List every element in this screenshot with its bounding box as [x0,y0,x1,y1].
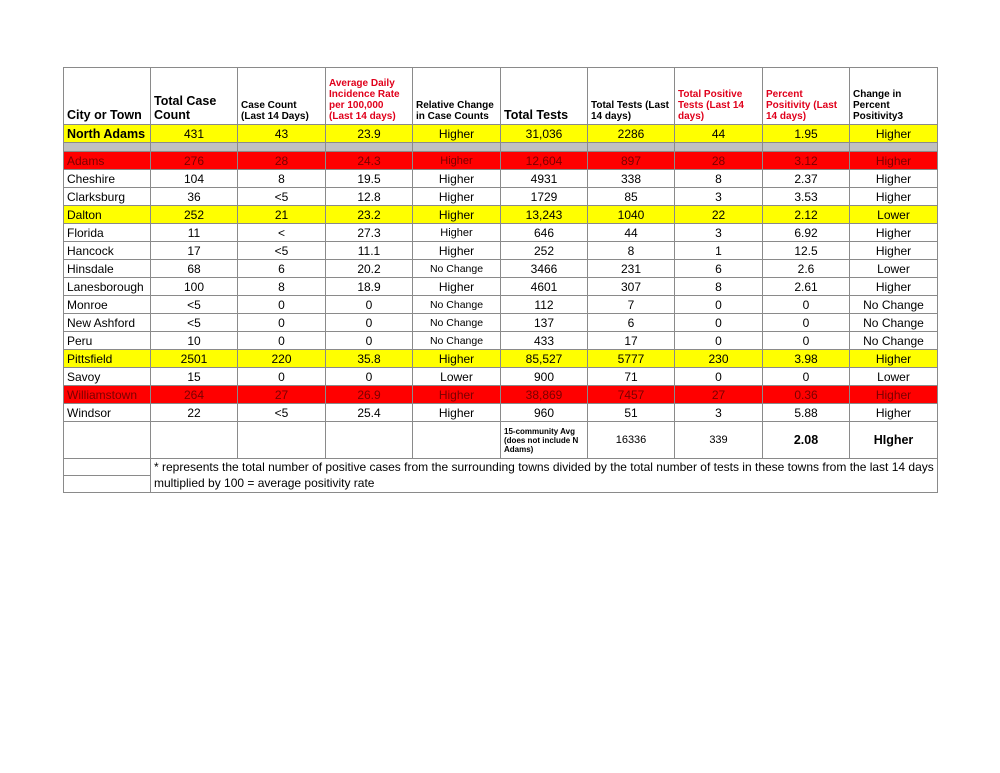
table-cell: 104 [151,170,238,188]
table-cell: 431 [151,125,238,143]
table-cell: 0 [326,368,413,386]
table-cell: 12,604 [501,152,588,170]
table-cell: 0.36 [763,386,850,404]
table-cell: 21 [238,206,326,224]
table-cell: 35.8 [326,350,413,368]
table-row [64,224,938,242]
table-row [64,296,938,314]
table-cell: 100 [151,278,238,296]
table-row [64,314,938,332]
table-cell: 0 [238,314,326,332]
table-cell: No Change [413,332,501,350]
footnote-text: * represents the total number of positive cases from the surrounding towns divided by the total number of tests in these towns from the last 14 days multiplied by 100 = average positivity rate [151,459,938,493]
table-cell: 23.9 [326,125,413,143]
header-case-count-14: Case Count (Last 14 Days) [238,68,326,125]
table-cell: 23.2 [326,206,413,224]
table-cell: 0 [238,332,326,350]
table-cell: 307 [588,278,675,296]
table-cell: 0 [238,368,326,386]
header-relative-change: Relative Change in Case Counts [413,68,501,125]
table-cell: 960 [501,404,588,422]
table-row [64,152,938,170]
footnote-empty-cell [64,476,151,493]
table-row [64,350,938,368]
table-cell: 17 [588,332,675,350]
table-cell: Higher [413,125,501,143]
table-cell: Higher [850,404,938,422]
table-cell: 12.8 [326,188,413,206]
table-cell: 24.3 [326,152,413,170]
town-name-cell: Monroe [64,296,151,314]
table-cell: 22 [151,404,238,422]
table-cell: Higher [413,170,501,188]
table-cell: Higher [413,386,501,404]
table-cell: <5 [238,188,326,206]
table-cell: Higher [413,188,501,206]
table-cell: 4601 [501,278,588,296]
table-cell: Higher [850,125,938,143]
table-cell: < [238,224,326,242]
table-row [64,206,938,224]
table-cell: No Change [850,314,938,332]
table-cell: Higher [850,278,938,296]
table-cell: 6 [238,260,326,278]
town-name-cell [64,143,151,152]
table-cell: 276 [151,152,238,170]
table-cell: Higher [850,152,938,170]
table-cell [675,143,763,152]
table-cell: Higher [413,242,501,260]
table-cell: Higher [850,242,938,260]
table-cell [413,143,501,152]
town-name-cell: Williamstown [64,386,151,404]
table-cell: 28 [675,152,763,170]
table-cell: 7457 [588,386,675,404]
table-cell: 1040 [588,206,675,224]
table-cell: 5.88 [763,404,850,422]
footnote-row [64,459,938,476]
table-cell: 6 [588,314,675,332]
table-cell: 6.92 [763,224,850,242]
table-cell: 31,036 [501,125,588,143]
table-cell: 12.5 [763,242,850,260]
table-cell: Lower [850,260,938,278]
table-cell: 5777 [588,350,675,368]
table-cell [850,143,938,152]
table-row [64,242,938,260]
table-row [64,386,938,404]
average-empty-cell [326,422,413,459]
table-cell: Lower [850,368,938,386]
table-cell: 44 [675,125,763,143]
table-cell: 68 [151,260,238,278]
table-cell: 3 [675,188,763,206]
footnote-empty-cell [64,459,151,476]
table-cell: 17 [151,242,238,260]
town-name-cell: Pittsfield [64,350,151,368]
table-cell: No Change [413,260,501,278]
table-cell: 0 [326,296,413,314]
table-cell: 338 [588,170,675,188]
table-cell: 0 [675,314,763,332]
table-cell: 3.53 [763,188,850,206]
table-cell: <5 [151,314,238,332]
table-cell: 8 [238,170,326,188]
table-cell: No Change [413,314,501,332]
table-cell: 112 [501,296,588,314]
table-cell: 8 [675,170,763,188]
table-cell: 6 [675,260,763,278]
table-cell: 27 [238,386,326,404]
average-tests-14: 16336 [588,422,675,459]
table-cell: 18.9 [326,278,413,296]
average-empty-cell [238,422,326,459]
header-total-tests: Total Tests [501,68,588,125]
table-cell: 231 [588,260,675,278]
table-cell: 2286 [588,125,675,143]
table-cell: 0 [326,314,413,332]
town-name-cell: Windsor [64,404,151,422]
table-cell: 36 [151,188,238,206]
table-cell: 15 [151,368,238,386]
table-cell: 27.3 [326,224,413,242]
table-cell: 2.12 [763,206,850,224]
table-cell: 1729 [501,188,588,206]
table-cell: 0 [326,332,413,350]
table-cell: 7 [588,296,675,314]
table-cell [326,143,413,152]
table-cell: Higher [850,386,938,404]
table-row [64,368,938,386]
table-cell: 43 [238,125,326,143]
table-cell: 25.4 [326,404,413,422]
town-name-cell: Dalton [64,206,151,224]
table-cell: Higher [850,170,938,188]
town-name-cell: Clarksburg [64,188,151,206]
table-cell: Higher [413,350,501,368]
table-cell: 220 [238,350,326,368]
table-cell: <5 [238,242,326,260]
table-cell: 85 [588,188,675,206]
header-total-tests-14: Total Tests (Last 14 days) [588,68,675,125]
table-cell: 230 [675,350,763,368]
table-cell: Higher [413,206,501,224]
table-cell: 22 [675,206,763,224]
average-empty-cell [64,422,151,459]
table-row [64,278,938,296]
average-positive-14: 339 [675,422,763,459]
table-cell: Higher [413,152,501,170]
table-cell: 3466 [501,260,588,278]
covid-data-sheet [63,67,938,493]
table-cell: 3 [675,404,763,422]
table-cell [763,143,850,152]
table-cell: 646 [501,224,588,242]
table-cell: 2501 [151,350,238,368]
table-row [64,125,938,143]
table-cell: 0 [763,296,850,314]
table-row [64,188,938,206]
table-cell: 900 [501,368,588,386]
table-cell [501,143,588,152]
table-cell: No Change [850,332,938,350]
table-cell: 3 [675,224,763,242]
header-positive-tests-14: Total Positive Tests (Last 14 days) [675,68,763,125]
town-name-cell: Savoy [64,368,151,386]
table-cell: 1 [675,242,763,260]
header-row [64,68,938,125]
table-cell: Higher [850,350,938,368]
average-empty-cell [151,422,238,459]
table-cell: <5 [238,404,326,422]
table-cell: 8 [675,278,763,296]
table-cell: 27 [675,386,763,404]
town-name-cell: Hancock [64,242,151,260]
table-cell: 13,243 [501,206,588,224]
town-name-cell: Peru [64,332,151,350]
table-cell: 0 [763,368,850,386]
table-cell: No Change [413,296,501,314]
table-row [64,332,938,350]
town-name-cell: Hinsdale [64,260,151,278]
table-cell: 0 [675,296,763,314]
town-name-cell: New Ashford [64,314,151,332]
table-cell: <5 [151,296,238,314]
table-cell: 433 [501,332,588,350]
table-cell: 264 [151,386,238,404]
table-cell: 28 [238,152,326,170]
average-change: HIgher [850,422,938,459]
table-row [64,260,938,278]
table-cell: 1.95 [763,125,850,143]
header-percent-positivity: Percent Positivity (Last 14 days) [763,68,850,125]
table-cell: 0 [675,368,763,386]
table-cell: 51 [588,404,675,422]
town-name-cell: Lanesborough [64,278,151,296]
table-cell: 26.9 [326,386,413,404]
table-cell: 252 [151,206,238,224]
table-cell: Higher [413,404,501,422]
table-cell: Lower [850,206,938,224]
separator-row [64,143,938,152]
table-cell: 8 [588,242,675,260]
town-name-cell: Adams [64,152,151,170]
table-cell: 44 [588,224,675,242]
table-cell: 71 [588,368,675,386]
table-cell: Lower [413,368,501,386]
table-cell: 2.37 [763,170,850,188]
table-cell: 2.6 [763,260,850,278]
table-cell: 20.2 [326,260,413,278]
header-total-case-count: Total Case Count [151,68,238,125]
table-cell: 8 [238,278,326,296]
table-cell: 3.12 [763,152,850,170]
table-row [64,170,938,188]
table-cell: 10 [151,332,238,350]
table-cell: No Change [850,296,938,314]
average-positivity: 2.08 [763,422,850,459]
table-cell [588,143,675,152]
table-cell: 11 [151,224,238,242]
town-name-cell: North Adams [64,125,151,143]
table-cell: 2.61 [763,278,850,296]
header-incidence-rate: Average Daily Incidence Rate per 100,000 (Last 14 days) [326,68,413,125]
table-cell [151,143,238,152]
table-cell: Higher [850,224,938,242]
table-cell: 85,527 [501,350,588,368]
table-cell: 0 [763,332,850,350]
average-empty-cell [413,422,501,459]
table-cell: Higher [413,224,501,242]
average-row [64,422,938,459]
table-cell: 4931 [501,170,588,188]
table-cell [238,143,326,152]
table-cell: 252 [501,242,588,260]
header-city: City or Town [64,68,151,125]
average-label: 15-community Avg (does not include N Adams) [501,422,588,459]
table-cell: 0 [763,314,850,332]
table-cell: 38,869 [501,386,588,404]
table-row [64,404,938,422]
table-cell: 0 [238,296,326,314]
town-name-cell: Cheshire [64,170,151,188]
table-cell: 137 [501,314,588,332]
table-cell: Higher [413,278,501,296]
table-cell: 11.1 [326,242,413,260]
table-cell: 0 [675,332,763,350]
table-cell: 19.5 [326,170,413,188]
table-cell: Higher [850,188,938,206]
table-cell: 897 [588,152,675,170]
header-change-positivity: Change in Percent Positivity3 [850,68,938,125]
town-data-table [63,67,938,493]
town-name-cell: Florida [64,224,151,242]
table-cell: 3.98 [763,350,850,368]
